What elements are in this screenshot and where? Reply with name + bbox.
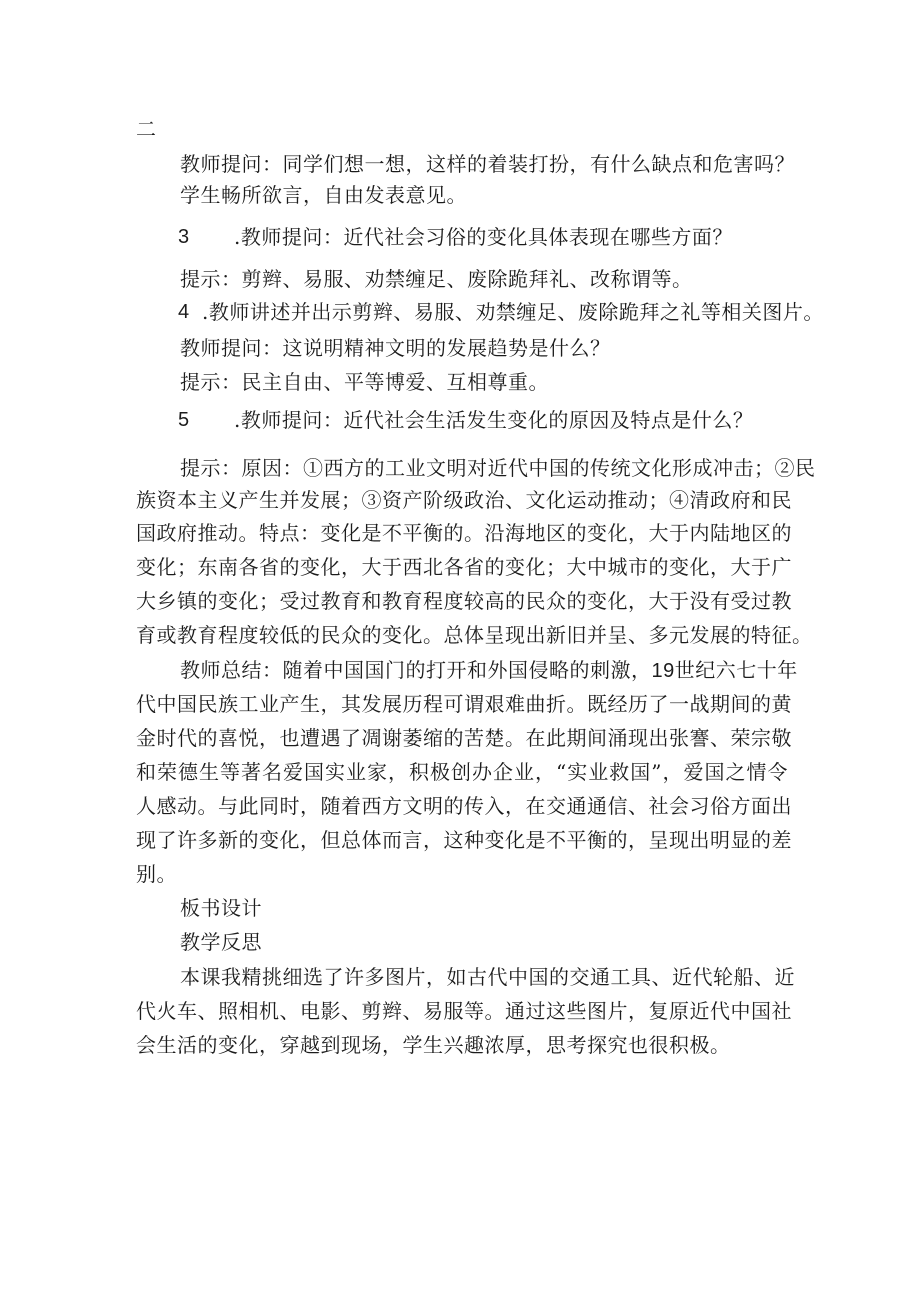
reflection-line-1: 本课我精挑细选了许多图片，如古代中国的交通工具、近代轮船、近 xyxy=(180,965,795,989)
hint-reasons-line-3: 国政府推动。特点：变化是不平衡的。沿海地区的变化，大于内陆地区的 xyxy=(136,521,792,545)
item-number-3: 3 xyxy=(178,226,190,248)
reflection-line-2: 代火车、照相机、电影、剪辫、易服等。通过这些图片，复原近代中国社 xyxy=(136,999,792,1023)
section-heading-mark: 二 xyxy=(136,117,157,141)
summary-line-1-part-a: 教师总结：随着中国国门的打开和外国侵略的刺激， xyxy=(180,658,652,682)
item-4-text: .教师讲述并出示剪辫、易服、劝禁缠足、废除跪拜之礼等相关图片。 xyxy=(202,300,824,324)
summary-year-number: 19 xyxy=(651,660,675,682)
summary-line-1 xyxy=(180,658,798,683)
summary-line-2: 代中国民族工业产生，其发展历程可谓艰难曲折。既经历了一战期间的黄 xyxy=(136,692,792,716)
summary-line-5: 人感动。与此同时，随着西方文明的传入，在交通通信、社会习俗方面出 xyxy=(136,794,792,818)
teacher-question-trend: 教师提问：这说明精神文明的发展趋势是什么？ xyxy=(180,336,611,360)
item-number-5: 5 xyxy=(178,409,190,431)
hint-reasons-line-1: 提示：原因：①西方的工业文明对近代中国的传统文化形成冲击；②民 xyxy=(180,456,816,480)
hint-reasons-line-5: 大乡镇的变化；受过教育和教育程度较高的民众的变化，大于没有受过教 xyxy=(136,589,792,613)
item-5-question: .教师提问：近代社会生活发生变化的原因及特点是什么？ xyxy=(234,408,754,432)
hint-reasons-line-6: 育或教育程度较低的民众的变化。总体呈现出新旧并呈、多元发展的特征。 xyxy=(136,623,813,647)
item-number-4: 4 xyxy=(178,301,190,323)
board-design-heading: 板书设计 xyxy=(180,896,262,920)
summary-line-4: 和荣德生等著名爱国实业家，积极创办企业，“实业救国”，爱国之情令 xyxy=(136,760,788,784)
summary-line-3: 金时代的喜悦，也遭遇了凋谢萎缩的苦楚。在此期间涌现出张謇、荣宗敬 xyxy=(136,726,792,750)
student-response: 学生畅所欲言，自由发表意见。 xyxy=(180,183,467,207)
reflection-line-3: 会生活的变化，穿越到现场，学生兴趣浓厚，思考探究也很积极。 xyxy=(136,1033,731,1057)
item-3-question: .教师提问：近代社会习俗的变化具体表现在哪些方面？ xyxy=(234,225,733,249)
teacher-question-dress: 教师提问：同学们想一想，这样的着装打扮，有什么缺点和危害吗？ xyxy=(180,152,795,176)
hint-trend: 提示：民主自由、平等博爱、互相尊重。 xyxy=(180,370,549,394)
summary-line-7: 别。 xyxy=(136,862,177,886)
teaching-reflection-heading: 教学反思 xyxy=(180,930,262,954)
hint-reasons-line-2: 族资本主义产生并发展；③资产阶级政治、文化运动推动；④清政府和民 xyxy=(136,488,792,512)
summary-line-6: 现了许多新的变化，但总体而言，这种变化是不平衡的，呈现出明显的差 xyxy=(136,828,792,852)
hint-reasons-line-4: 变化；东南各省的变化，大于西北各省的变化；大中城市的变化，大于广 xyxy=(136,555,792,579)
hint-customs: 提示：剪辫、易服、劝禁缠足、废除跪拜礼、改称谓等。 xyxy=(180,267,693,291)
summary-line-1-part-b: 世纪六七十年 xyxy=(674,658,798,682)
